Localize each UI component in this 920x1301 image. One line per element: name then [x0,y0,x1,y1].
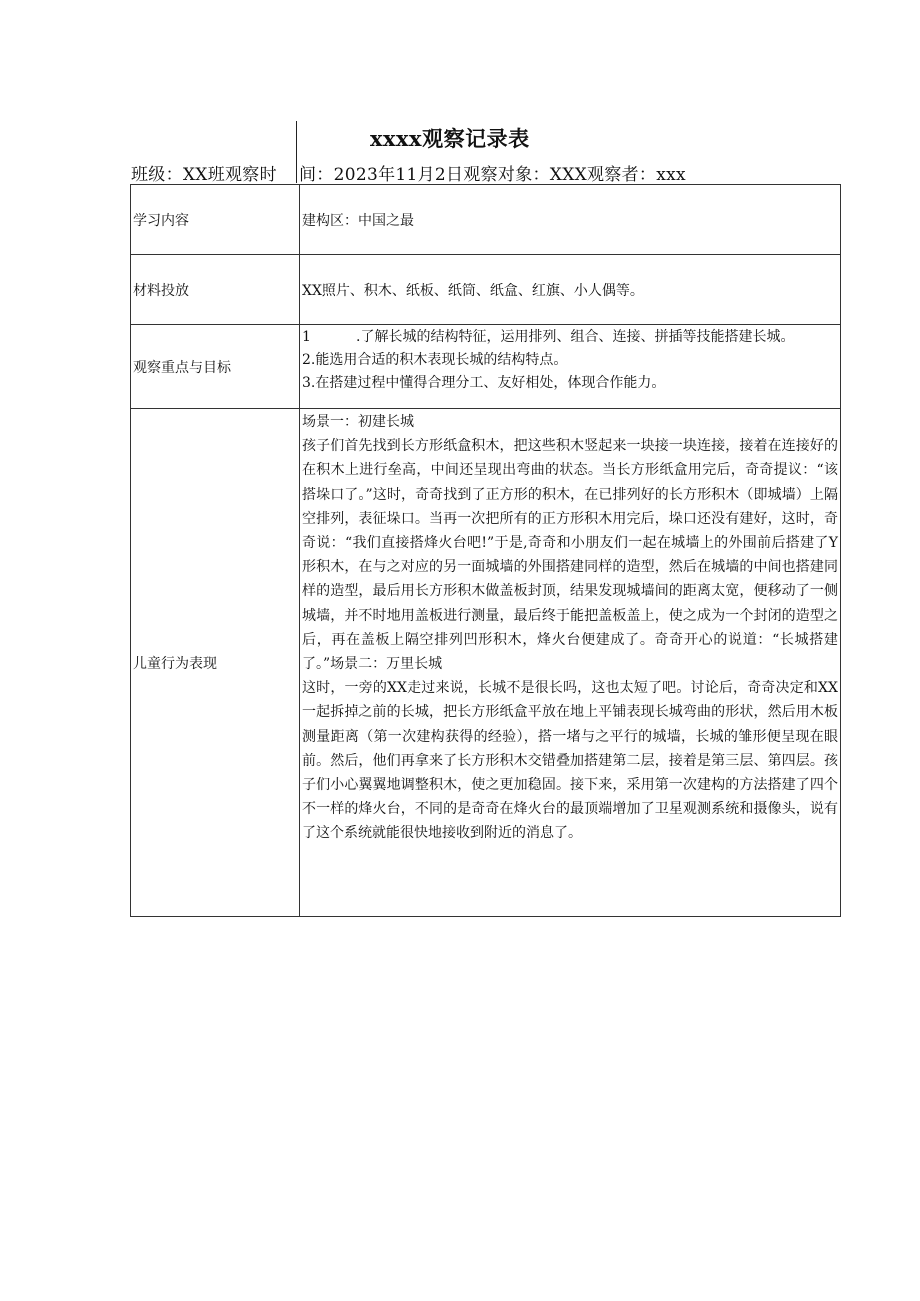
behavior-cell [300,409,841,917]
behavior-paragraph-2: 这时，一旁的XX走过来说，长城不是很长吗，这也太短了吧。讨论后，奇奇决定和XX一起拆掉之前的长城，把长方形纸盒平放在地上平铺表现长城弯曲的形状，然后用木板测量距离（第一次建构获得的经验），搭一堵与之平行的城墙，长城的雏形便呈现在眼前。然后，他们再拿来了长方形积木交错叠加搭建第二层，接着是第三层、第四层。孩子们小心翼翼地调整积木，使之更加稳固。接下来，采用第一次建构的方法搭建了四个不一样的烽火台，不同的是奇奇在烽火台的最顶端增加了卫星观测系统和摄像头，说有了这个系统就能很快地接收到附近的消息了。 [302,680,838,842]
behavior-label: 儿童行为表现 [131,409,300,917]
header-class-info: 班级：XX班观察时 [131,165,277,185]
materials-value: XX照片、积木、纸板、纸筒、纸盒、红旗、小人偶等。 [300,255,841,325]
behavior-paragraph-1: 孩子们首先找到长方形纸盒积木，把这些积木竖起来一块接一块连接，接着在连接好的在积木上进行垒高，中间还呈现出弯曲的状态。当长方形纸盒用完后，奇奇提议：“该搭垛口了。”这时，奇奇找到了正方形的积木，在已排列好的长方形积木（即城墙）上隔空排列，表征垛口。当再一次把所有的正方形积木用完后，垛口还没有建好，这时，奇奇说：“我们直接搭烽火台吧!”于是,奇奇和小朋友们一起在城墙上的外围前后搭建了Y形积木，在与之对应的另一面城墙的外围搭建同样的造型，然后在城墙的中间也搭建同样的造型，最后用长方形积木做盖板封顶，结果发现城墙间的距离太宽，便移动了一侧城墙，并不时地用盖板进行测量，最后终于能把盖板盖上，使之成为一个封闭的造型之后，再在盖板上隔空排列凹形积木，烽火台便建成了。奇奇开心的说道：“长城搭建了。”场景二：万里长城 [302,438,838,673]
goal-item-1 [302,326,838,349]
goal-item-3: 3.在搭建过程中懂得合理分工、友好相处，体现合作能力。 [302,375,666,391]
goal-item-1-number: 1 [302,329,311,345]
table-row-behavior [131,409,841,917]
behavior-text [302,409,838,916]
observation-table [130,184,841,917]
goal-item-1-text: .了解长城的结构特征，运用排列、组合、连接、拼插等技能搭建长城。 [356,329,795,345]
header-observation-info: 间：2023年11月2日观察对象：XXX观察者：xxx [299,165,686,185]
table-row-goals [131,325,841,409]
materials-label: 材料投放 [131,255,300,325]
goals-list [302,325,838,408]
learning-content-label: 学习内容 [131,185,300,255]
table-row-learning [131,185,841,255]
page-title: xxxx观察记录表 [370,126,530,151]
learning-content-value: 建构区：中国之最 [300,185,841,255]
goal-item-2: 2.能选用合适的积木表现长城的结构特点。 [302,352,568,368]
table-row-materials [131,255,841,325]
goals-label: 观察重点与目标 [131,325,300,409]
goals-cell [300,325,841,409]
header-divider-line [296,121,297,183]
scene1-title: 场景一：初建长城 [302,414,414,430]
